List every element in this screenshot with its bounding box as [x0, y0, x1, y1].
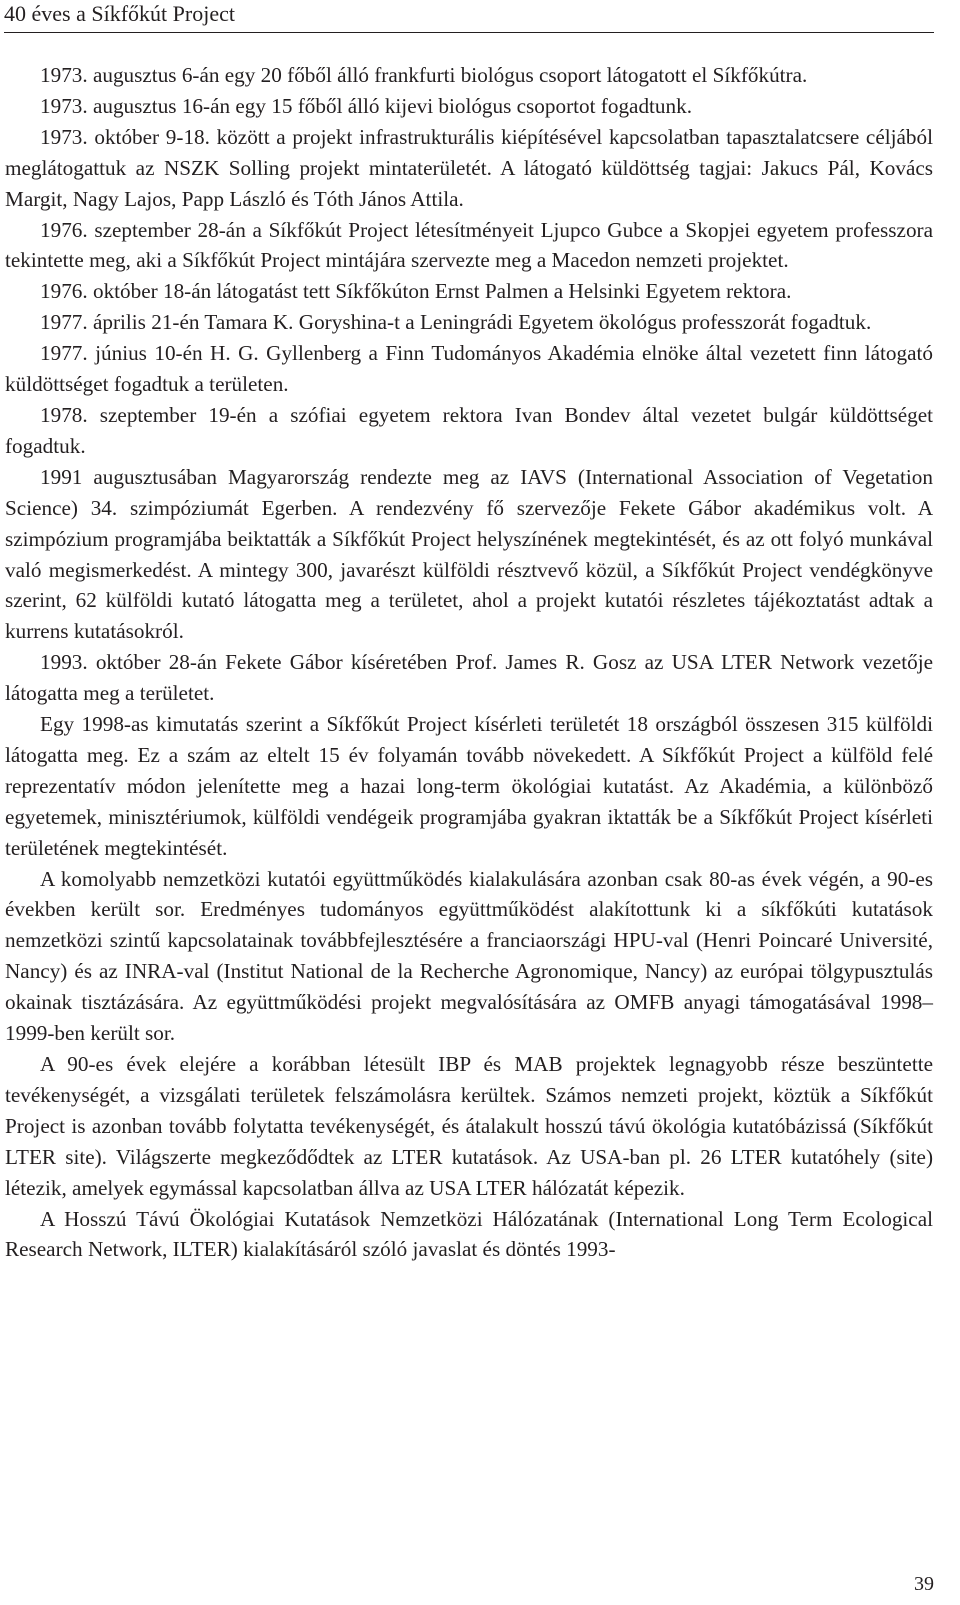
paragraph-1993-usa-lter-visit: 1993. október 28-án Fekete Gábor kíséretében Prof. James R. Gosz az USA LTER Network vezetője látogatta meg a területet. — [5, 650, 933, 706]
paragraph-1978-bulgarian-delegation: 1978. szeptember 19-én a szófiai egyetem rektora Ivan Bondev által vezetet bulgár küldöttséget fogadtuk. — [5, 402, 933, 458]
paragraph-1976-helsinki-rector: 1976. október 18-án látogatást tett Síkfőkúton Ernst Palmen a Helsinki Egyetem rektora. — [40, 279, 792, 304]
paragraph-international-cooperation: A komolyabb nemzetközi kutatói együttműködés kialakulására azonban csak 80-as évek végén, a 90-es években került sor. Eredményes tudományos együttműködést alakítottunk ki a síkfőkúti kutatások nemzetközi szintű kapcsolatainak továbbfejlesztésére a franciaországi HPU-val (Henri Poincaré Université, Nancy) és az INRA-val (Institut National de la Recherche Agronomique, Nancy) az európai tölgypusztulás okainak tisztázására. Az együttműködési projekt megvalósítására az OMFB anyagi támogatásával 1998–1999-ben került sor. — [5, 866, 933, 1046]
paragraph-lter-transition: A 90-es évek elejére a korábban létesült IBP és MAB projektek legnagyobb része beszüntette tevékenységét, a vizsgálati területek felszámolásra kerültek. Számos nemzeti projekt, köztük a Síkfőkút Project is azonban tovább folytatta tevékenységét, és átalakult hosszú távú ökológia kutatóbázissá (Síkfőkút LTER site). Világszerte megkeződődtek az LTER kutatások. Az USA-ban pl. 26 LTER kutatóhely (site) létezik, amelyek egymással kapcsolatban állva az USA LTER hálózatát képezik. — [5, 1052, 933, 1200]
paragraph-1973-kiev-group: 1973. augusztus 16-án egy 15 főből álló kijevi biológus csoportot fogadtunk. — [40, 93, 693, 118]
paragraph-1977-finnish-delegation: 1977. június 10-én H. G. Gyllenberg a Finn Tudományos Akadémia elnöke által vezetett finn látogató küldöttséget fogadtuk a területen. — [5, 341, 933, 397]
body-text — [5, 60, 933, 1265]
running-header-title: 40 éves a Síkfőkút Project — [4, 0, 934, 33]
paragraph-ilter-network: A Hosszú Távú Ökológiai Kutatások Nemzetközi Hálózatának (International Long Term Ecological Research Network, ILTER) kialakításáról szóló javaslat és döntés 1993- — [5, 1206, 933, 1262]
paragraph-1973-solling-visit: 1973. október 9-18. között a projekt infrastrukturális kiépítésével kapcsolatban tapasztalatcsere céljából meglátogattuk az NSZK Solling projekt mintaterületét. A látogató küldöttség tagjai: Jakucs Pál, Kovács Margit, Nagy Lajos, Papp László és Tóth János Attila. — [5, 124, 933, 211]
paragraph-1991-iavs-symposium: 1991 augusztusában Magyarország rendezte meg az IAVS (International Association of Vegetation Science) 34. szimpóziumát Egerben. A rendezvény fő szervezője Fekete Gábor akadémikus volt. A szimpózium programjába beiktatták a Síkfőkút Project helyszínének megtekintését, és az ott folyó munkával való megismerkedést. A mintegy 300, javarészt külföldi résztvevő közül, a Síkfőkút Project vendégkönyve szerint, 62 külföldi kutató látogatta meg a területet, ahol a projekt kutatói részletes tájékoztatást adtak a kurrens kutatásokról. — [5, 464, 933, 644]
page-number: 39 — [914, 1573, 934, 1595]
paragraph-1998-visitor-statistics: Egy 1998-as kimutatás szerint a Síkfőkút Project kísérleti területét 18 országból összesen 315 külföldi látogatta meg. Ez a szám az eltelt 15 év folyamán tovább növekedett. A Síkfőkút Project a külföld felé reprezentatív módon jelenítette meg a hazai long-term ökológiai kutatást. Az Akadémia, a különböző egyetemek, minisztériumok, külföldi vendégeik programjába gyakran iktatták be a Síkfőkút Project kísérleti területének megtekintését. — [5, 712, 933, 860]
paragraph-1977-leningrad-professor: 1977. április 21-én Tamara K. Goryshina-t a Leningrádi Egyetem ökológus professzorát fogadtuk. — [40, 310, 872, 335]
paragraph-1976-skopje-visit: 1976. szeptember 28-án a Síkfőkút Project létesítményeit Ljupco Gubce a Skopjei egyetem professzora tekintette meg, aki a Síkfőkút Project mintájára szervezte meg a Macedon nemzeti projektet. — [5, 217, 933, 273]
paragraph-1973-frankfurt-visit: 1973. augusztus 6-án egy 20 főből álló frankfurti biológus csoport látogatott el Síkfőkútra. — [40, 63, 808, 87]
